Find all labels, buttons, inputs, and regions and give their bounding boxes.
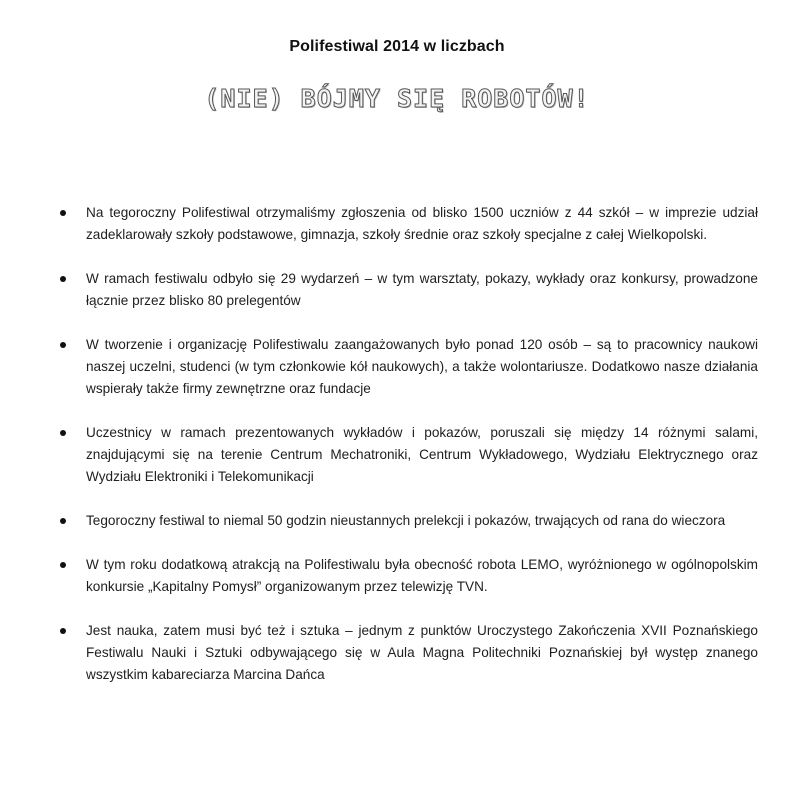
bullet-icon	[60, 210, 66, 216]
list-item-text: Jest nauka, zatem musi być też i sztuka – jednym z punktów Uroczystego Zakończenia XVII Poznańskiego Festiwalu Nauki i Sztuki odbywającego się w Aula Magna Politechniki Poznańskiej był występ znanego wszystkim kabareciarza Marcina Dańca	[86, 623, 758, 682]
stats-list	[58, 202, 758, 708]
list-item-text: W tworzenie i organizację Polifestiwalu zaangażowanych było ponad 120 osób – są to pracownicy naukowi naszej uczelni, studenci (w tym członkowie kół naukowych), a także wolontariusze. Dodatkowo nasze działania wspierały także firmy zewnętrzne oraz fundacje	[86, 337, 758, 396]
list-item-text: W tym roku dodatkową atrakcją na Polifestiwalu była obecność robota LEMO, wyróżnionego w ogólnopolskim konkursie „Kapitalny Pomysł” organizowanym przez telewizję TVN.	[86, 557, 758, 594]
bullet-icon	[60, 430, 66, 436]
bullet-icon	[60, 518, 66, 524]
bullet-icon	[60, 276, 66, 282]
bullet-icon	[60, 562, 66, 568]
list-item-text: Tegoroczny festiwal to niemal 50 godzin nieustannych prelekcji i pokazów, trwających od rana do wieczora	[86, 513, 726, 528]
slogan-heading: (NIE) BÓJMY SIĘ ROBOTÓW!	[204, 84, 590, 113]
bullet-icon	[60, 342, 66, 348]
list-item	[58, 510, 758, 532]
list-item	[58, 334, 758, 400]
list-item-text: W ramach festiwalu odbyło się 29 wydarzeń – w tym warsztaty, pokazy, wykłady oraz konkursy, prowadzone łącznie przez blisko 80 prelegentów	[86, 271, 758, 308]
list-item	[58, 620, 758, 686]
list-item-text: Na tegoroczny Polifestiwal otrzymaliśmy zgłoszenia od blisko 1500 uczniów z 44 szkół – w imprezie udział zadeklarowały szkoły podstawowe, gimnazja, szkoły średnie oraz szkoły specjalne z całej Wielkopolski.	[86, 205, 758, 242]
list-item-text: Uczestnicy w ramach prezentowanych wykładów i pokazów, poruszali się między 14 różnymi salami, znajdującymi się na terenie Centrum Mechatroniki, Centrum Wykładowego, Wydziału Elektrycznego oraz Wydziału Elektroniki i Telekomunikacji	[86, 425, 758, 484]
list-item	[58, 268, 758, 312]
document-title: Polifestiwal 2014 w liczbach	[289, 38, 505, 55]
list-item	[58, 202, 758, 246]
list-item	[58, 554, 758, 598]
list-item	[58, 422, 758, 488]
bullet-icon	[60, 628, 66, 634]
